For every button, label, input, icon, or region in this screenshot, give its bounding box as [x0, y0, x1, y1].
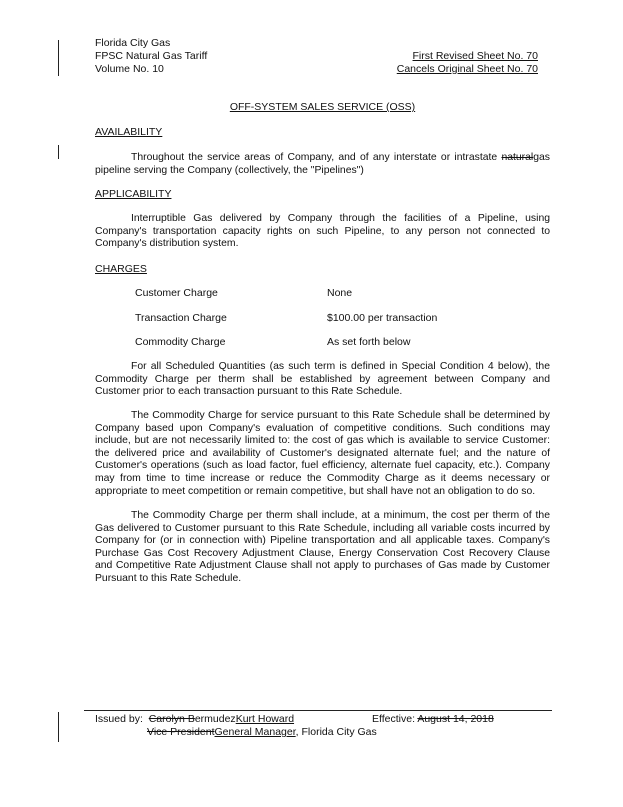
title-deleted: Vice President	[147, 726, 215, 738]
issued-label: Issued by:	[95, 713, 143, 725]
title-new: General Manager	[214, 726, 296, 738]
issuer-new: Kurt Howard	[235, 713, 295, 725]
charge-value: As set forth below	[327, 336, 411, 348]
footer-issuer-title	[147, 726, 377, 738]
footer-issued-by	[95, 713, 294, 725]
header-sheet-number: First Revised Sheet No. 70	[412, 50, 538, 62]
issuer-kept: ermudez	[194, 713, 236, 725]
availability-deleted-word: natural	[501, 152, 534, 163]
charges-heading: CHARGES	[95, 263, 147, 275]
footer-rule	[84, 710, 552, 711]
charge-value: $100.00 per transaction	[327, 312, 438, 324]
revision-bar-header	[58, 40, 59, 76]
header-volume: Volume No. 10	[95, 63, 164, 75]
applicability-heading: APPLICABILITY	[95, 188, 172, 200]
charges-paragraph-3: The Commodity Charge per therm shall include, at a minimum, the cost per therm of the Gas delivered to Customer pursuant to this Rate Schedule, including all variable costs incurred by Company for (or in connection with) Pipeline transportation and all applicable taxes. Company's Purchase Gas Cost Recovery Adjustment Clause, Energy Conservation Cost Recovery Clause and Competitive Rate Adjustment Clause shall not apply to purchases of Gas made by Customer Pursuant to this Rate Schedule.	[95, 510, 550, 584]
charge-row-commodity	[0, 336, 623, 350]
availability-text-after: gas pipeline serving the Company (collectively, the "Pipelines")	[95, 152, 550, 176]
effective-date-deleted: August 14, 2018	[417, 713, 494, 725]
charges-paragraph-1: For all Scheduled Quantities (as such term is defined in Special Condition 4 below), the Commodity Charge per therm shall be established by agreement between Company and Customer prior to each transaction pursuant to this Rate Schedule.	[95, 361, 550, 398]
revision-bar-footer	[58, 712, 59, 742]
charge-row-customer	[0, 287, 623, 301]
charge-row-transaction	[0, 312, 623, 326]
availability-text-before: Throughout the service areas of Company, and of any interstate or intrastate	[131, 152, 502, 163]
availability-text	[95, 152, 550, 177]
charge-label: Transaction Charge	[135, 312, 227, 324]
charge-value: None	[327, 287, 353, 299]
title-suffix: , Florida City Gas	[295, 726, 377, 738]
issuer-deleted: Carolyn B	[148, 713, 195, 725]
charges-paragraph-2: The Commodity Charge for service pursuant to this Rate Schedule shall be determined by Company based upon Company's evaluation of competitive conditions. Such conditions may include, but are not necessarily limited to: the cost of gas which is available to service Customer: the delivered price and availability of Customer's designated alternate fuel; and the nature of Customer's operations (such as load factor, fuel efficiency, alternate fuel capacity, etc.). Company may from time to time increase or reduce the Commodity Charge as it deems necessary or appropriate to meet competition or remain competitive, but shall have not an obligation to do so.	[95, 410, 550, 497]
header-cancels-sheet: Cancels Original Sheet No. 70	[396, 63, 538, 75]
charge-label: Commodity Charge	[135, 336, 226, 348]
header-company: Florida City Gas	[95, 37, 171, 49]
header-tariff: FPSC Natural Gas Tariff	[95, 50, 208, 62]
revision-bar-availability	[58, 145, 59, 159]
footer-effective	[372, 713, 494, 725]
schedule-title: OFF-SYSTEM SALES SERVICE (OSS)	[229, 101, 416, 113]
availability-heading: AVAILABILITY	[95, 126, 163, 138]
applicability-text: Interruptible Gas delivered by Company through the facilities of a Pipeline, using Company's transportation capacity rights on such Pipeline, to any person not connected to Company's distribution system.	[95, 213, 550, 250]
charge-label: Customer Charge	[135, 287, 218, 299]
effective-label: Effective:	[372, 713, 415, 725]
